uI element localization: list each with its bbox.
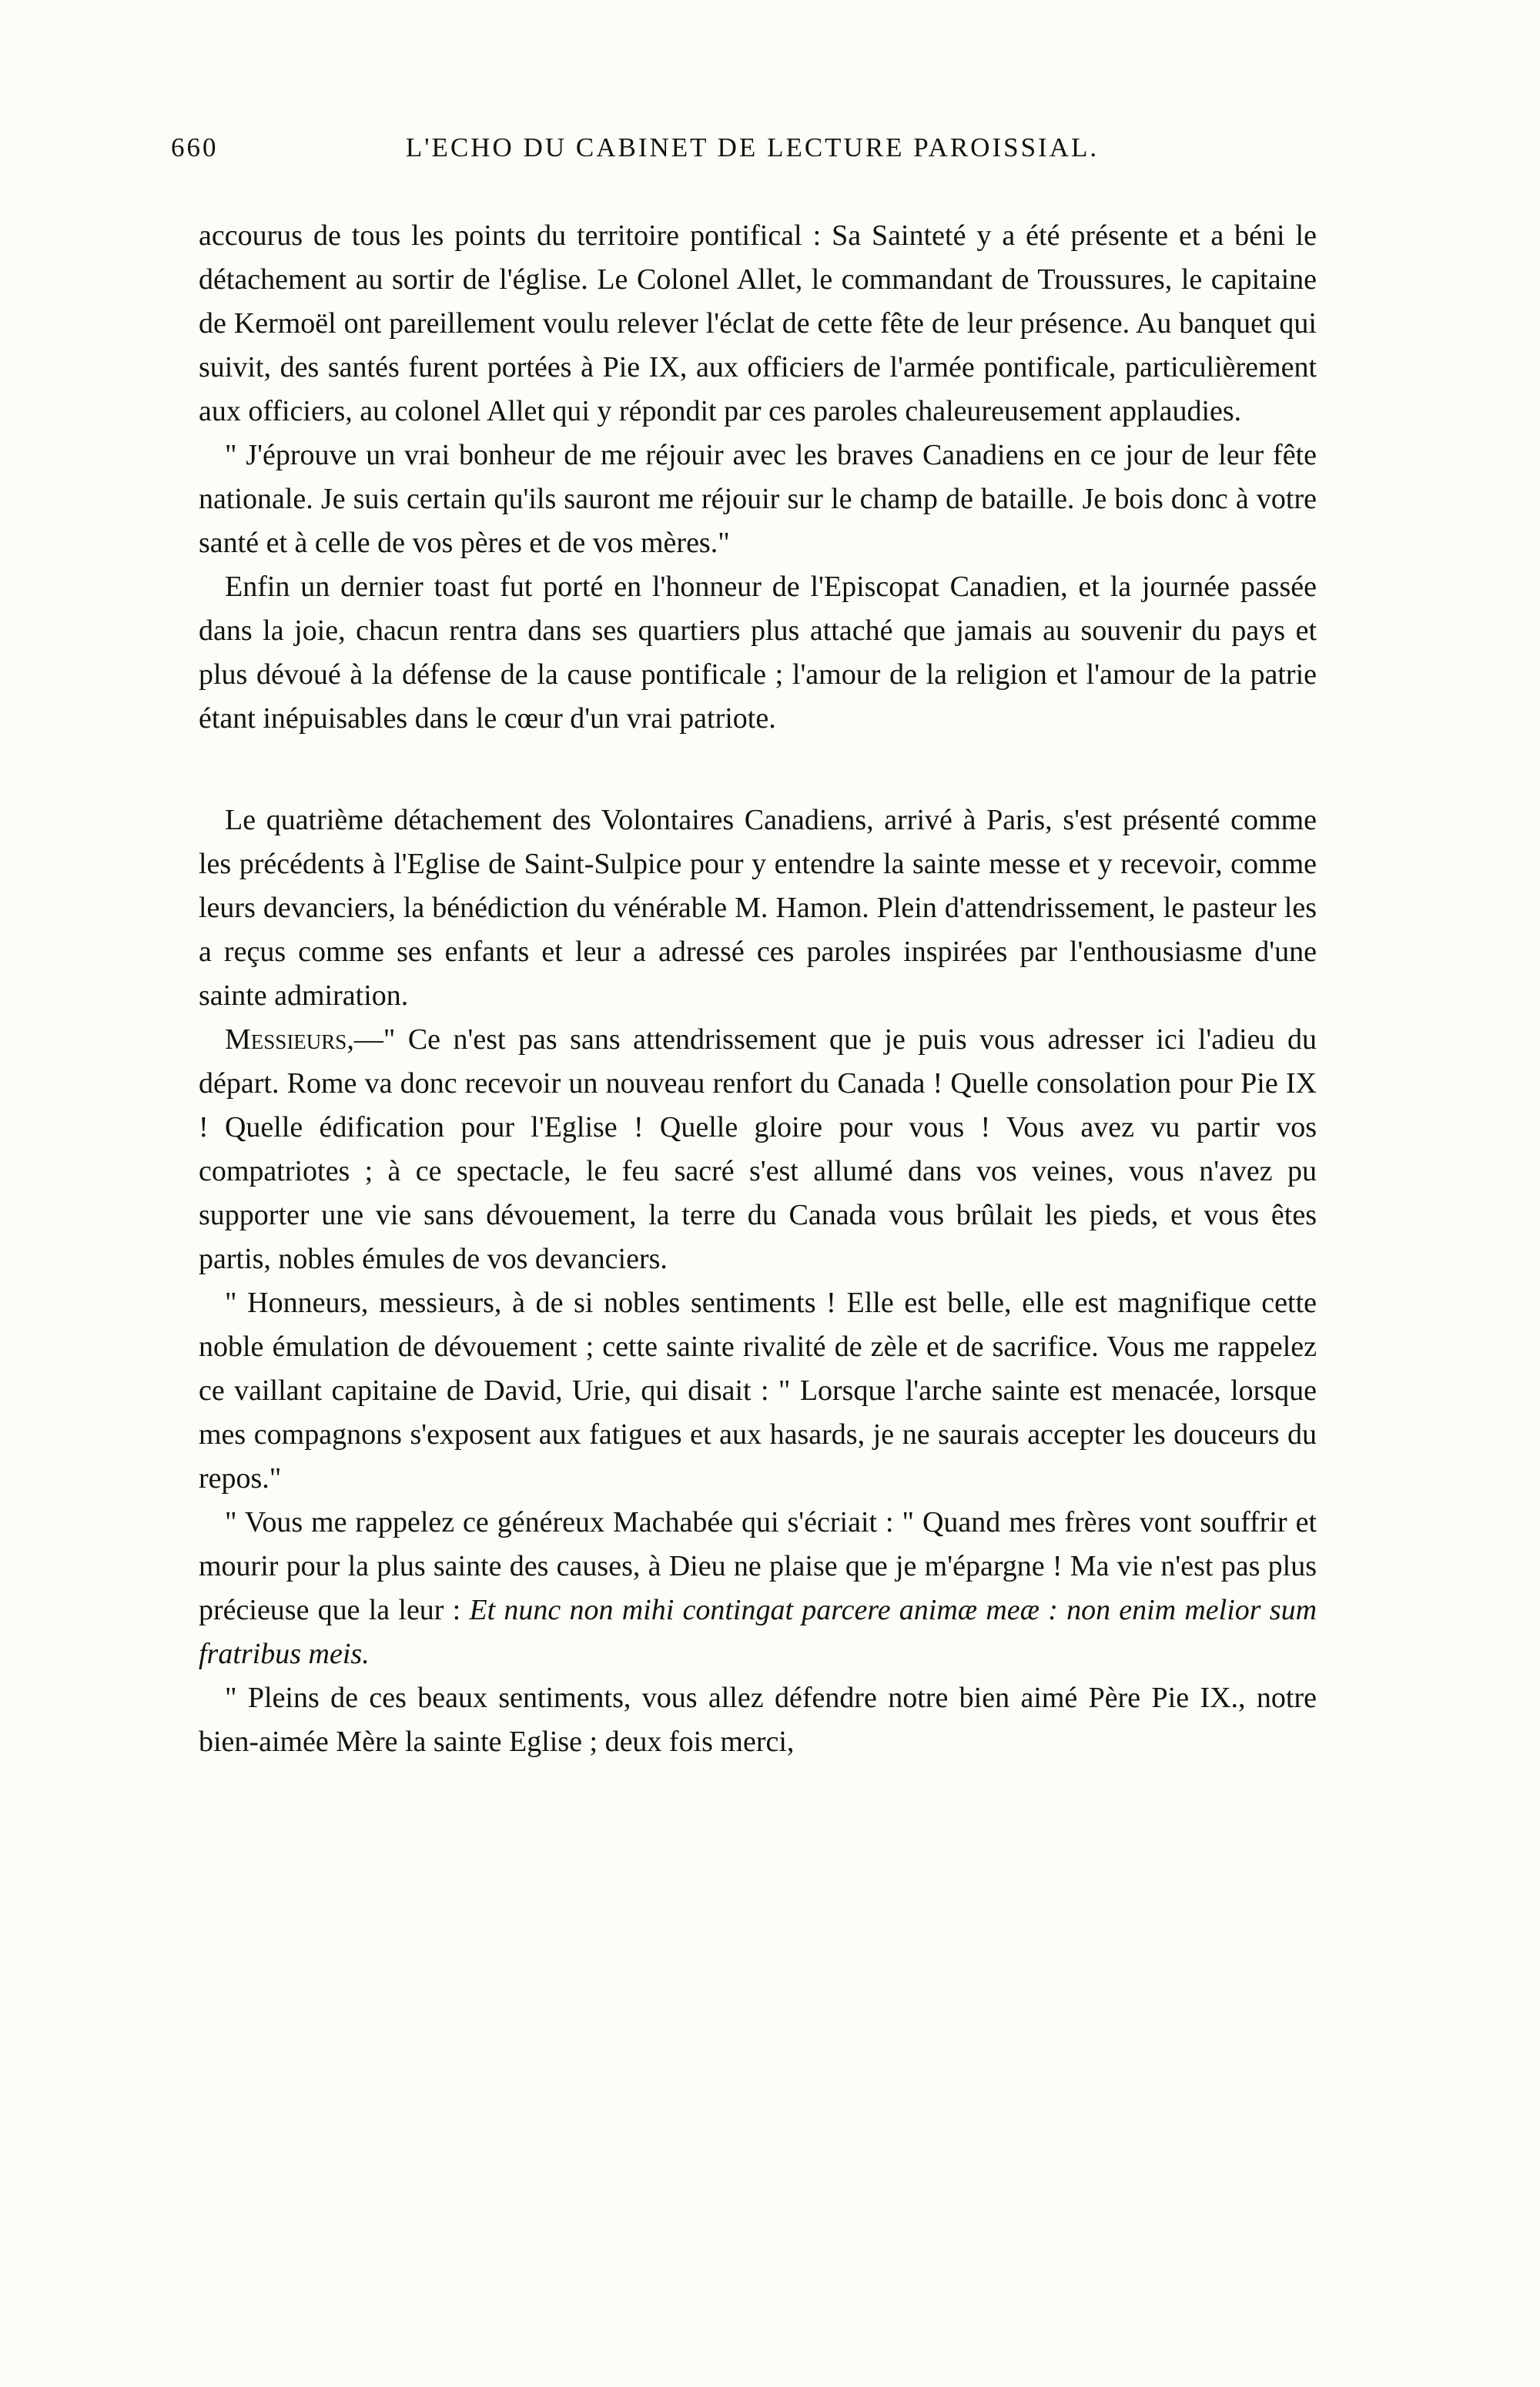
paragraph-honneurs: " Honneurs, messieurs, à de si nobles sentiments ! Elle est belle, elle est magnifique cette noble émulation de dévouement ; cette sainte rivalité de zèle et de sacrifice. Vous me rappelez ce vaillant capitaine de David, Urie, qui disait : " Lorsque l'arche sainte est menacée, lorsque mes compagnons s'exposent aux fatigues et aux hasards, je ne saurais accepter les douceurs du repos." [199, 1287, 1317, 1495]
paragraph-machabee [199, 1501, 1317, 1676]
running-title: L'ECHO DU CABINET DE LECTURE PAROISSIAL. [405, 132, 1100, 162]
paragraph-address [199, 1018, 1317, 1281]
paragraph-allet-quote: " J'éprouve un vrai bonheur de me réjouir avec les braves Canadiens en ce jour de leur fête nationale. Je suis certain qu'ils sauront me réjouir sur le champ de bataille. Je bois donc à votre santé et à celle de vos pères et de vos mères." [199, 439, 1317, 559]
page-header [171, 132, 1334, 179]
latin-quotation: Et nunc non mihi contingat parcere animæ meæ : non enim melior sum fratribus meis. [199, 1594, 1317, 1670]
address-text: —" Ce n'est pas sans attendrissement que je puis vous adresser ici l'adieu du départ. Rome va donc recevoir un nouveau renfort du Canada ! Quelle consolation pour Pie IX ! Quelle édification pour l'Eglise ! Quelle gloire pour vous ! Vous avez vu partir vos compatriotes ; à ce spectacle, le feu sacré s'est allumé dans vos veines, vous n'avez pu supporter une vie sans dévouement, la terre du Canada vous brûlait les pieds, et vous êtes partis, nobles émules de vos devanciers. [199, 1023, 1317, 1275]
page-number: 660 [171, 132, 219, 162]
paragraph-closing: " Pleins de ces beaux sentiments, vous allez défendre notre bien aimé Père Pie IX., notre bien-aimée Mère la sainte Eglise ; deux fois merci, [199, 1682, 1317, 1758]
machabee-text: " Vous me rappelez ce généreux Machabée qui s'écriait : " Quand mes frères vont souffrir et mourir pour la plus sainte des causes, à Dieu ne plaise que je m'épargne ! Ma vie n'est pas plus précieuse que la leur : [199, 1506, 1317, 1626]
body-text [199, 214, 1317, 1764]
paragraph-continuation: accourus de tous les points du territoire pontifical : Sa Sainteté y a été présente et a béni le détachement au sortir de l'église. Le Colonel Allet, le commandant de Troussures, le capitaine de Kermoël ont pareillement voulu relever l'éclat de cette fête de leur présence. Au banquet qui suivit, des santés furent portées à Pie IX, aux officiers de l'armée pontificale, particulièrement aux officiers, au colonel Allet qui y répondit par ces paroles chaleureusement applaudies. [199, 219, 1317, 427]
paragraph-fourth-detachment: Le quatrième détachement des Volontaires Canadiens, arrivé à Paris, s'est présenté comme les précédents à l'Eglise de Saint-Sulpice pour y entendre la sainte messe et y recevoir, comme leurs devanciers, la bénédiction du vénérable M. Hamon. Plein d'attendrissement, le pasteur les a reçus comme ses enfants et leur a adressé ces paroles inspirées par l'enthousiasme d'une sainte admiration. [199, 804, 1317, 1012]
paragraph-final-toast: Enfin un dernier toast fut porté en l'honneur de l'Episcopat Canadien, et la journée passée dans la joie, chacun rentra dans ses quartiers plus attaché que jamais au souvenir du pays et plus dévoué à la défense de la cause pontificale ; l'amour de la religion et l'amour de la patrie étant inépuisables dans le cœur d'un vrai patriote. [199, 571, 1317, 735]
address-salutation: Messieurs, [225, 1023, 354, 1056]
